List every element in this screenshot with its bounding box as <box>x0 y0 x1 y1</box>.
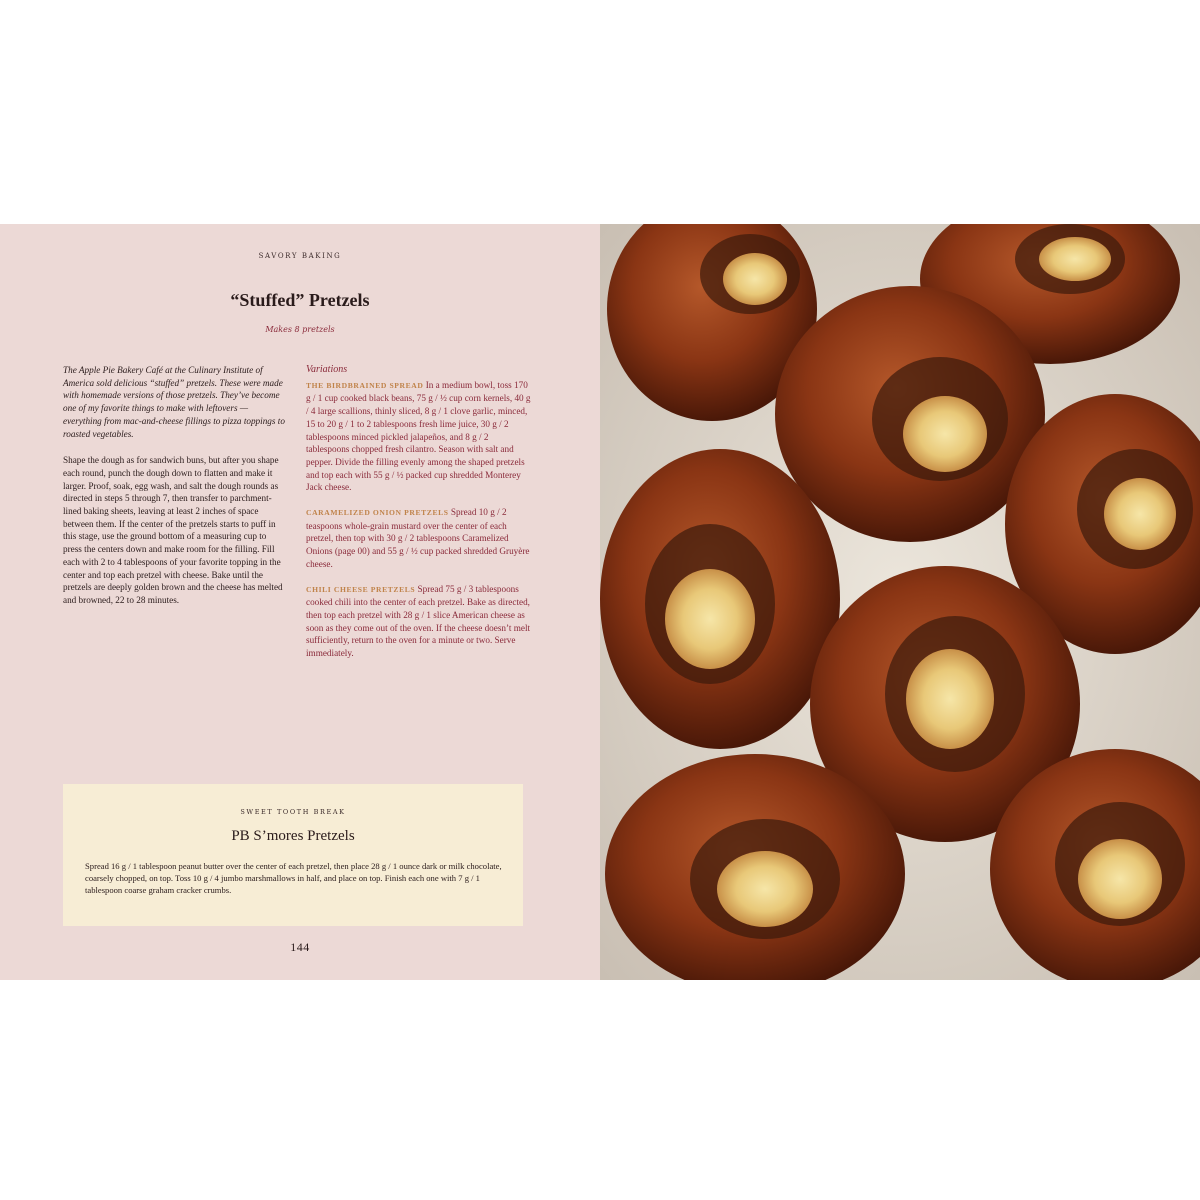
sidebar-text: Spread 16 g / 1 tablespoon peanut butter over the center of each pretzel, then place 28 g / 1 ounce dark or milk chocolate, coarsely chopped, on top. Toss 10 g / 4 jumbo marshmallows in half, and place on top. Finish each one with 7 g / 1 tablespoon coarse graham cracker crumbs. <box>85 861 502 896</box>
method-paragraph: Shape the dough as for sandwich buns, but after you shape each round, punch the dough down to flatten and make it larger. Proof, soak, egg wash, and salt the dough rounds as directed in steps 5 through 7, then transfer to parchment-lined baking sheets, leaving at least 2 inches of space between them. If the center of the pretzels starts to puff in this stage, use the ground bottom of a measuring cup to press the centers down and make room for the filling. Fill each with 2 to 4 tablespoons of your favorite topping in the center and top each pretzel with cheese. Bake until the pretzels are deeply golden brown and the cheese has melted and browned, 22 to 28 minutes. <box>63 455 283 605</box>
variation-item <box>306 379 532 494</box>
variations-column <box>306 364 532 672</box>
variation-name: CHILI CHEESE PRETZELS <box>306 584 416 594</box>
sidebar-title: PB S’mores Pretzels <box>231 828 355 844</box>
method-column <box>63 364 285 607</box>
pretzel-bun <box>600 449 840 749</box>
pretzels-photo <box>600 224 1200 980</box>
recipe-yield: Makes 8 pretzels <box>265 325 335 334</box>
variation-text: Spread 75 g / 3 tablespoons cooked chili into the center of each pretzel. Bake as directed, then top each pretzel with 28 g / 1 slice American cheese as soon as they come out of the oven. If the cheese doesn’t melt sufficiently, return to the oven for a minute or two. Serve immediately. <box>306 583 531 659</box>
variation-text: In a medium bowl, toss 170 g / 1 cup cooked black beans, 75 g / ½ cup corn kernels, 40 g / 4 large scallions, thinly sliced, 8 g / 1 clove garlic, minced, 15 to 20 g / 1 to 2 tablespoons fresh lime juice, 30 g / 2 tablespoons minced pickled jalapeños, and 8 g / 2 tablespoons chopped fresh cilantro. Season with salt and pepper. Divide the filling evenly among the shaped pretzels and top each with 55 g / ½ packed cup shredded Monterey Jack cheese. <box>306 379 531 493</box>
intro-paragraph: The Apple Pie Bakery Café at the Culinary Institute of America sold delicious “stuffed” pretzels. These were made with homemade versions of those pretzels. They’ve become one of my favorite things to make with leftovers — everything from mac-and-cheese fillings to pizza toppings to roasted vegetables. <box>63 365 285 439</box>
sweet-tooth-sidebar <box>63 784 523 926</box>
variation-name: CARAMELIZED ONION PRETZELS <box>306 508 449 518</box>
variation-name: THE BIRDBRAINED SPREAD <box>306 380 424 390</box>
page-number: 144 <box>290 940 310 954</box>
book-spread <box>0 224 1200 980</box>
variation-item <box>306 506 532 571</box>
pretzel-bun <box>775 286 1045 542</box>
variation-text: Spread 10 g / 2 teaspoons whole-grain mustard over the center of each pretzel, then top with 30 g / 2 tablespoons Caramelized Onions (page 00) and 55 g / ½ cup packed shredded Gruyère cheese. <box>306 507 530 569</box>
recipe-title: “Stuffed” Pretzels <box>230 290 370 310</box>
pretzels-illustration <box>600 224 1200 980</box>
section-label: SAVORY BAKING <box>258 252 342 260</box>
variation-item <box>306 583 532 660</box>
recipe-page <box>0 224 600 980</box>
sidebar-label: SWEET TOOTH BREAK <box>240 808 346 816</box>
variations-heading: Variations <box>306 364 348 375</box>
